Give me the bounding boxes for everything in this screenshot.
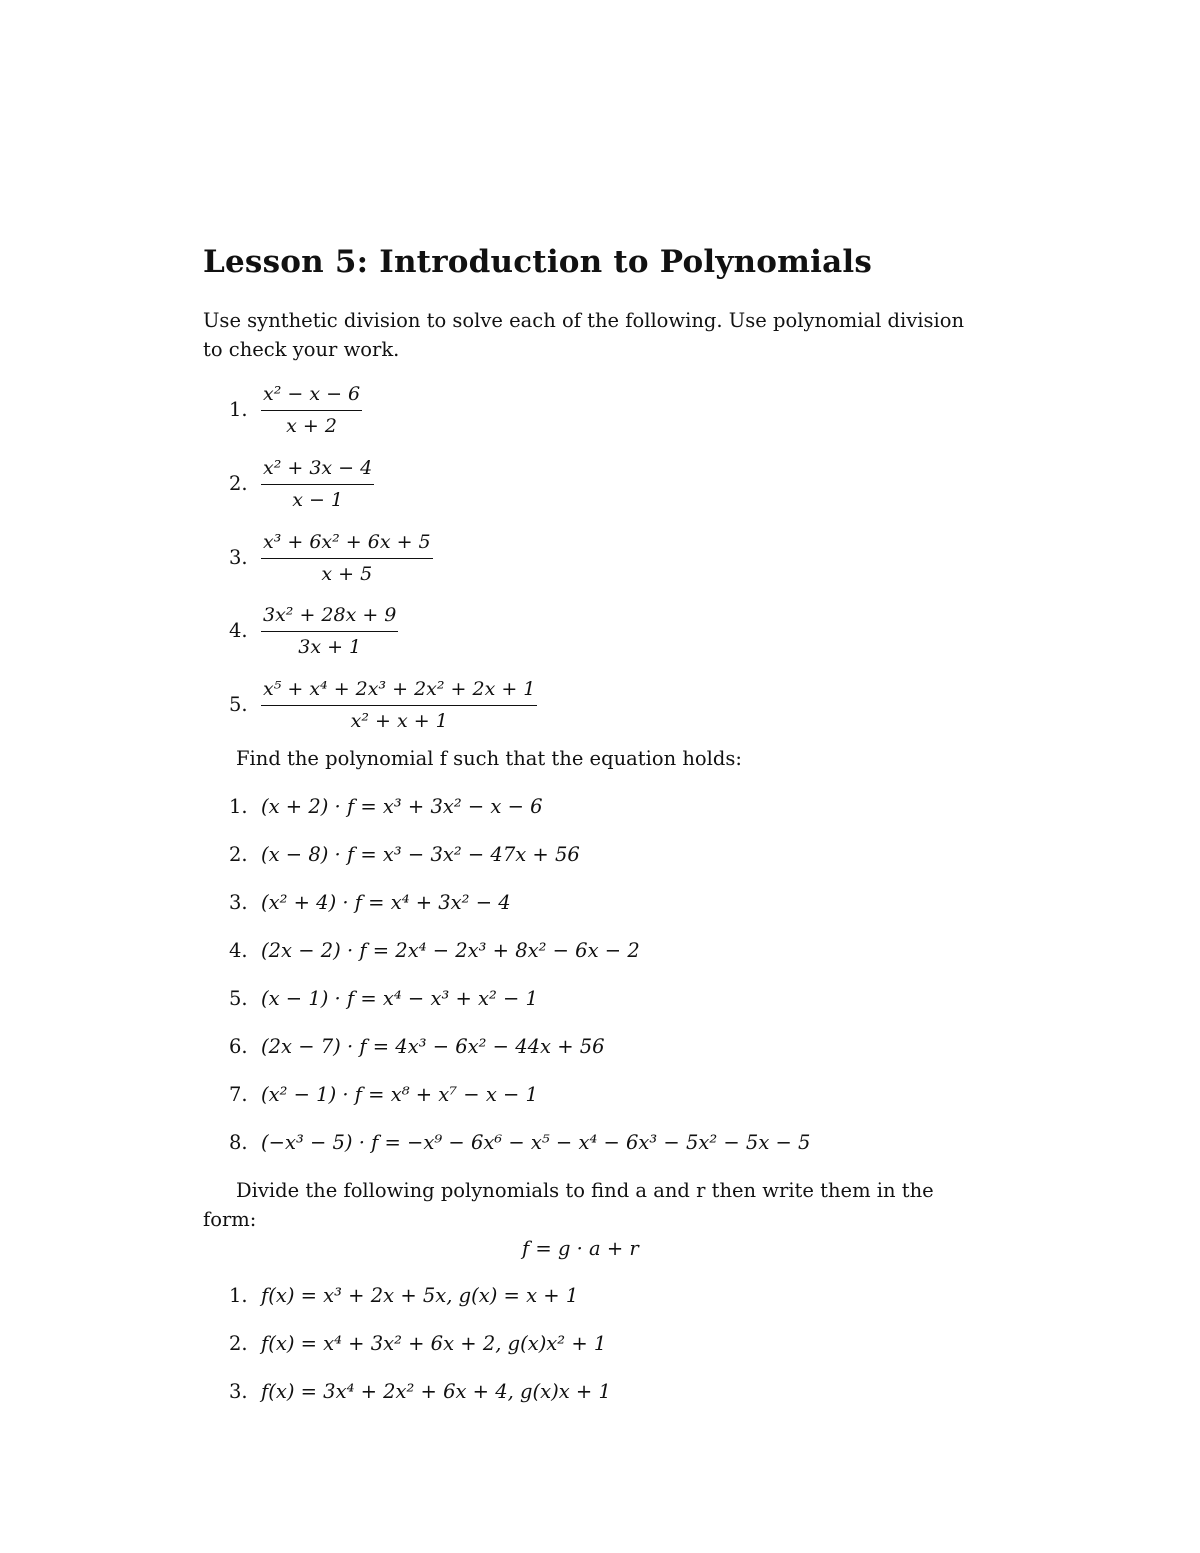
equation: (−x³ − 5) · f = −x⁹ − 6x⁶ − x⁵ − x⁴ − 6x³ − 5x² − 5x − 5	[261, 1131, 811, 1154]
denominator: x² + x + 1	[261, 705, 537, 734]
divide-problem	[229, 1284, 578, 1307]
problem-label: 1.	[229, 1284, 248, 1307]
equation: f(x) = x³ + 2x + 5x, g(x) = x + 1	[261, 1284, 579, 1307]
fraction	[261, 454, 374, 513]
intro-line-1: Use synthetic division to solve each of the following. Use polynomial division	[203, 309, 965, 332]
division-problem	[229, 601, 398, 660]
form-equation: f = g · a + r	[522, 1237, 639, 1260]
find-prompt: Find the polynomial f such that the equation holds:	[236, 747, 742, 770]
problem-label: 2.	[229, 1332, 248, 1355]
equation: (x + 2) · f = x³ + 3x² − x − 6	[261, 795, 543, 818]
problem-label: 2.	[229, 843, 248, 866]
fraction	[261, 380, 362, 439]
fraction	[261, 601, 398, 660]
equation: f(x) = x⁴ + 3x² + 6x + 2, g(x)x² + 1	[261, 1332, 607, 1355]
denominator: x + 5	[261, 558, 433, 587]
problem-label: 1.	[229, 398, 248, 421]
divide-prompt-line-2: form:	[203, 1208, 257, 1231]
problem-label: 3.	[229, 546, 248, 569]
division-problem	[229, 675, 537, 734]
fraction	[261, 675, 537, 734]
find-problem	[229, 1035, 605, 1058]
numerator: 3x² + 28x + 9	[263, 604, 397, 626]
divide-problem	[229, 1332, 606, 1355]
numerator: x⁵ + x⁴ + 2x³ + 2x² + 2x + 1	[263, 678, 536, 700]
find-problem	[229, 939, 640, 962]
divide-problem	[229, 1380, 611, 1403]
problem-label: 5.	[229, 987, 248, 1010]
equation: (x − 1) · f = x⁴ − x³ + x² − 1	[261, 987, 538, 1010]
denominator: 3x + 1	[261, 631, 398, 660]
fraction	[261, 528, 433, 587]
find-problem	[229, 1083, 538, 1106]
problem-label: 5.	[229, 693, 248, 716]
division-problem	[229, 454, 374, 513]
equation: f(x) = 3x⁴ + 2x² + 6x + 4, g(x)x + 1	[261, 1380, 611, 1403]
equation: (x² + 4) · f = x⁴ + 3x² − 4	[261, 891, 511, 914]
numerator: x³ + 6x² + 6x + 5	[263, 531, 431, 553]
problem-label: 6.	[229, 1035, 248, 1058]
find-problem	[229, 1131, 810, 1154]
find-problem	[229, 891, 511, 914]
find-problem	[229, 795, 543, 818]
division-problem	[229, 528, 433, 587]
problem-label: 1.	[229, 795, 248, 818]
numerator: x² + 3x − 4	[263, 457, 373, 479]
division-problem	[229, 380, 362, 439]
problem-label: 3.	[229, 1380, 248, 1403]
find-problem	[229, 843, 580, 866]
denominator: x + 2	[261, 410, 362, 439]
problem-label: 8.	[229, 1131, 248, 1154]
problem-label: 2.	[229, 472, 248, 495]
equation: (2x − 2) · f = 2x⁴ − 2x³ + 8x² − 6x − 2	[261, 939, 640, 962]
divide-prompt-line-1: Divide the following polynomials to find a and r then write them in the	[236, 1179, 934, 1202]
equation: (2x − 7) · f = 4x³ − 6x² − 44x + 56	[261, 1035, 605, 1058]
denominator: x − 1	[261, 484, 374, 513]
numerator: x² − x − 6	[263, 383, 361, 405]
problem-label: 7.	[229, 1083, 248, 1106]
intro-line-2: to check your work.	[203, 338, 400, 361]
equation: (x − 8) · f = x³ − 3x² − 47x + 56	[261, 843, 580, 866]
problem-label: 4.	[229, 619, 248, 642]
problem-label: 4.	[229, 939, 248, 962]
equation: (x² − 1) · f = x⁸ + x⁷ − x − 1	[261, 1083, 538, 1106]
problem-label: 3.	[229, 891, 248, 914]
find-problem	[229, 987, 538, 1010]
page-title: Lesson 5: Introduction to Polynomials	[203, 244, 873, 280]
